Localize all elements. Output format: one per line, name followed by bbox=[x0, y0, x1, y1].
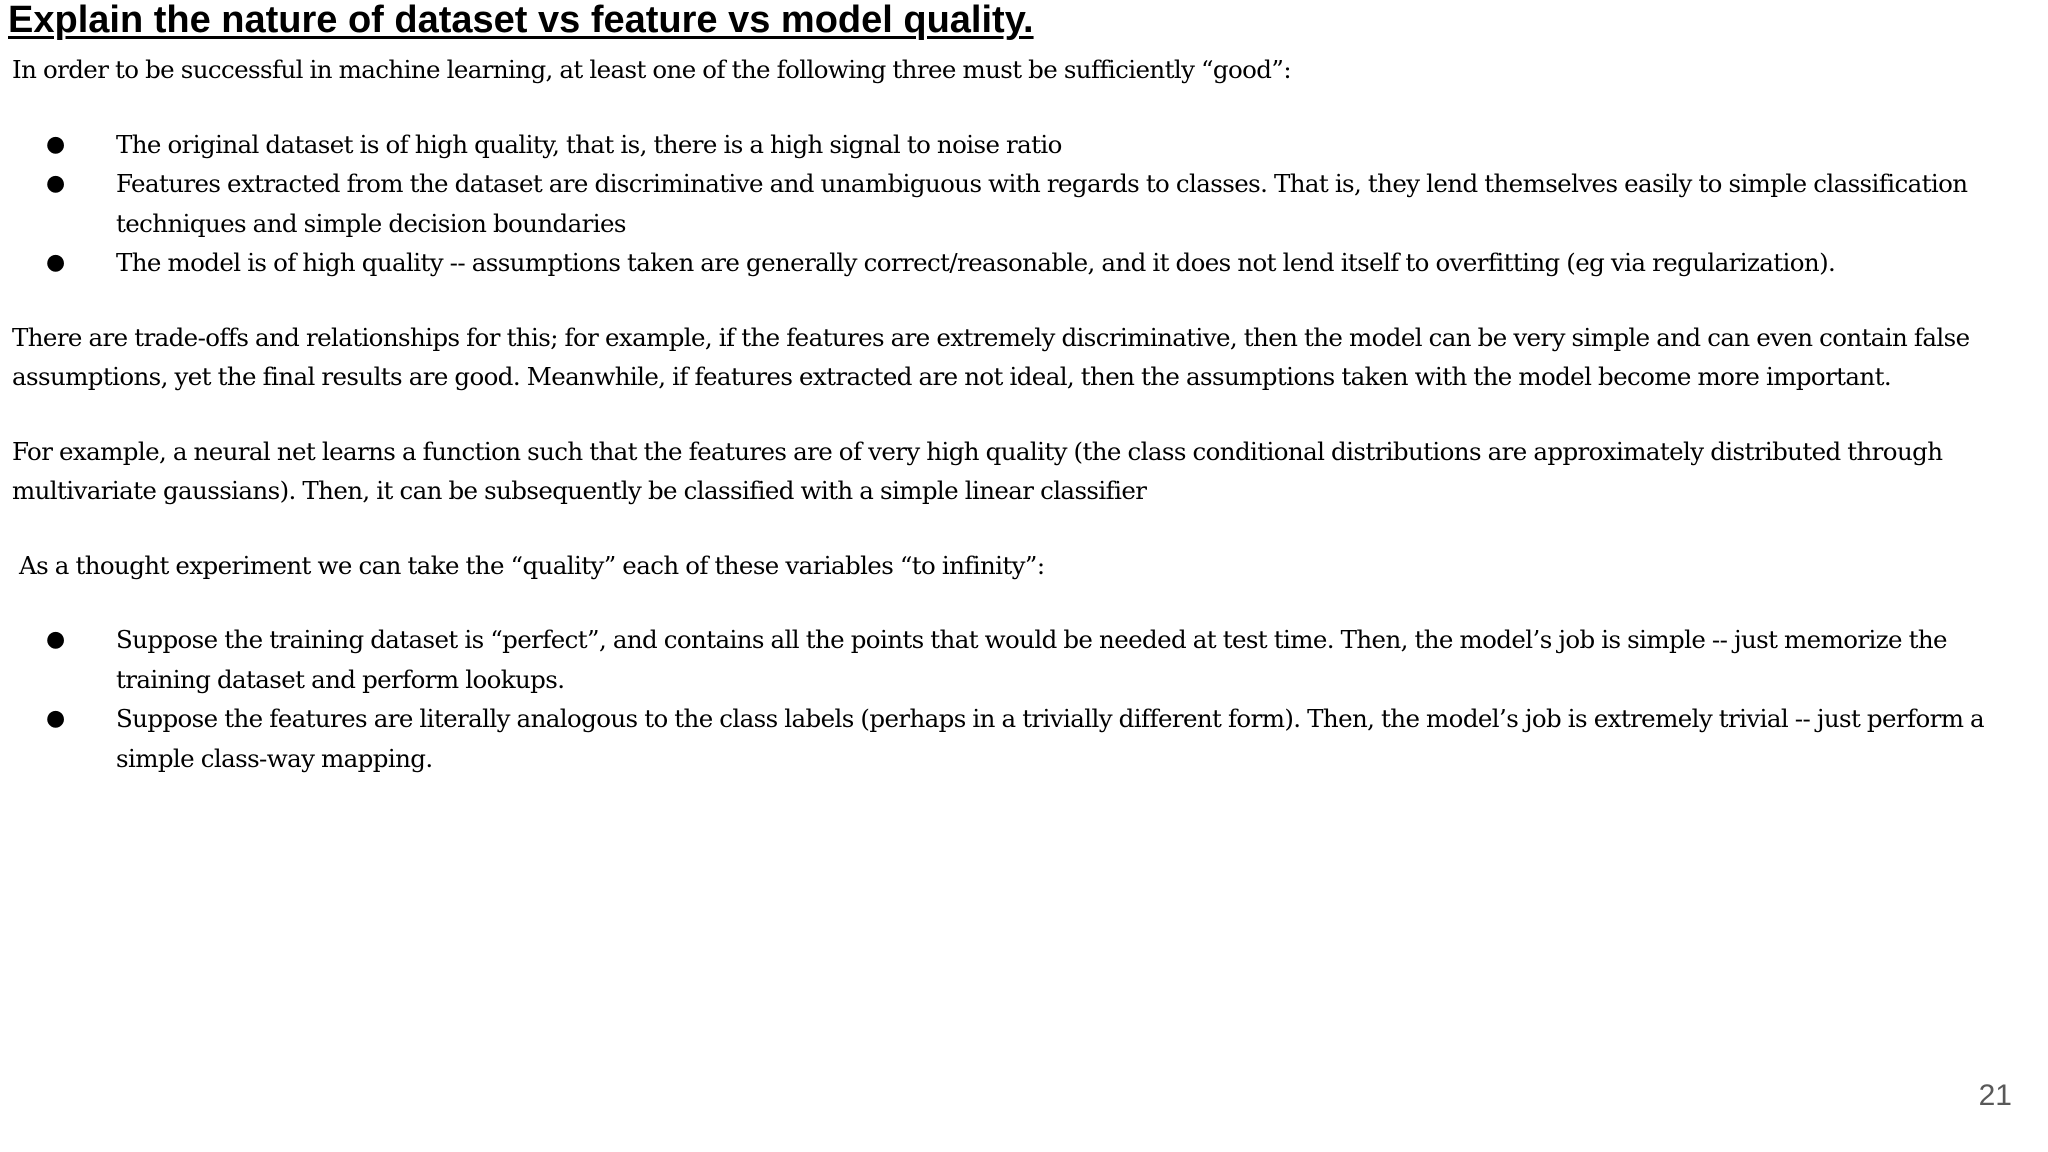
list-item-text: The model is of high quality -- assumptions taken are generally correct/reasonable, and it does not lend itself to overfitting (eg via regularization). bbox=[116, 248, 1836, 277]
bullet-icon: ● bbox=[46, 627, 65, 652]
list-item-text: Features extracted from the dataset are discriminative and unambiguous with regards to classes. That is, they lend themselves easily to simple classification techniques and simple decision boundaries bbox=[116, 169, 1968, 238]
list-item bbox=[12, 620, 2042, 699]
page-number: 21 bbox=[1978, 1079, 2012, 1112]
list-item bbox=[12, 125, 2042, 165]
bullet-icon: ● bbox=[46, 706, 65, 731]
infinity-bullet-list bbox=[12, 620, 2042, 778]
intro-paragraph: In order to be successful in machine learning, at least one of the following three must be sufficiently “good”: bbox=[12, 55, 1291, 84]
quality-bullet-list bbox=[12, 125, 2042, 283]
thought-experiment-paragraph: As a thought experiment we can take the “quality” each of these variables “to infinity”: bbox=[19, 550, 1045, 580]
slide-body bbox=[12, 50, 2042, 813]
neural-net-paragraph: For example, a neural net learns a function such that the features are of very high quality (the class conditional distributions are approximately distributed through multivariate gaussians). Then, it can be subsequently be classified with a simple linear classifier bbox=[12, 436, 1943, 505]
bullet-icon: ● bbox=[46, 131, 65, 157]
list-item-text: Suppose the features are literally analogous to the class labels (perhaps in a trivially different form). Then, the model’s job is extremely trivial -- just perform a simple class-way mapping. bbox=[116, 704, 1985, 773]
list-item-text: Suppose the training dataset is “perfect”, and contains all the points that would be needed at test time. Then, the model’s job is simple -- just memorize the training dataset and perform lookups. bbox=[116, 625, 1947, 694]
bullet-icon: ● bbox=[46, 171, 65, 196]
list-item bbox=[12, 699, 2042, 778]
slide-title: Explain the nature of dataset vs feature vs model quality. bbox=[8, 0, 1034, 41]
list-item-text: The original dataset is of high quality, that is, there is a high signal to noise ratio bbox=[116, 129, 1062, 159]
list-item bbox=[12, 243, 2042, 283]
list-item bbox=[12, 164, 2042, 243]
bullet-icon: ● bbox=[46, 250, 65, 275]
tradeoffs-paragraph: There are trade-offs and relationships for this; for example, if the features are extremely discriminative, then the model can be very simple and can even contain false assumptions, yet the final results are good. Meanwhile, if features extracted are not ideal, then the assumptions taken with the model become more important. bbox=[12, 322, 1970, 391]
